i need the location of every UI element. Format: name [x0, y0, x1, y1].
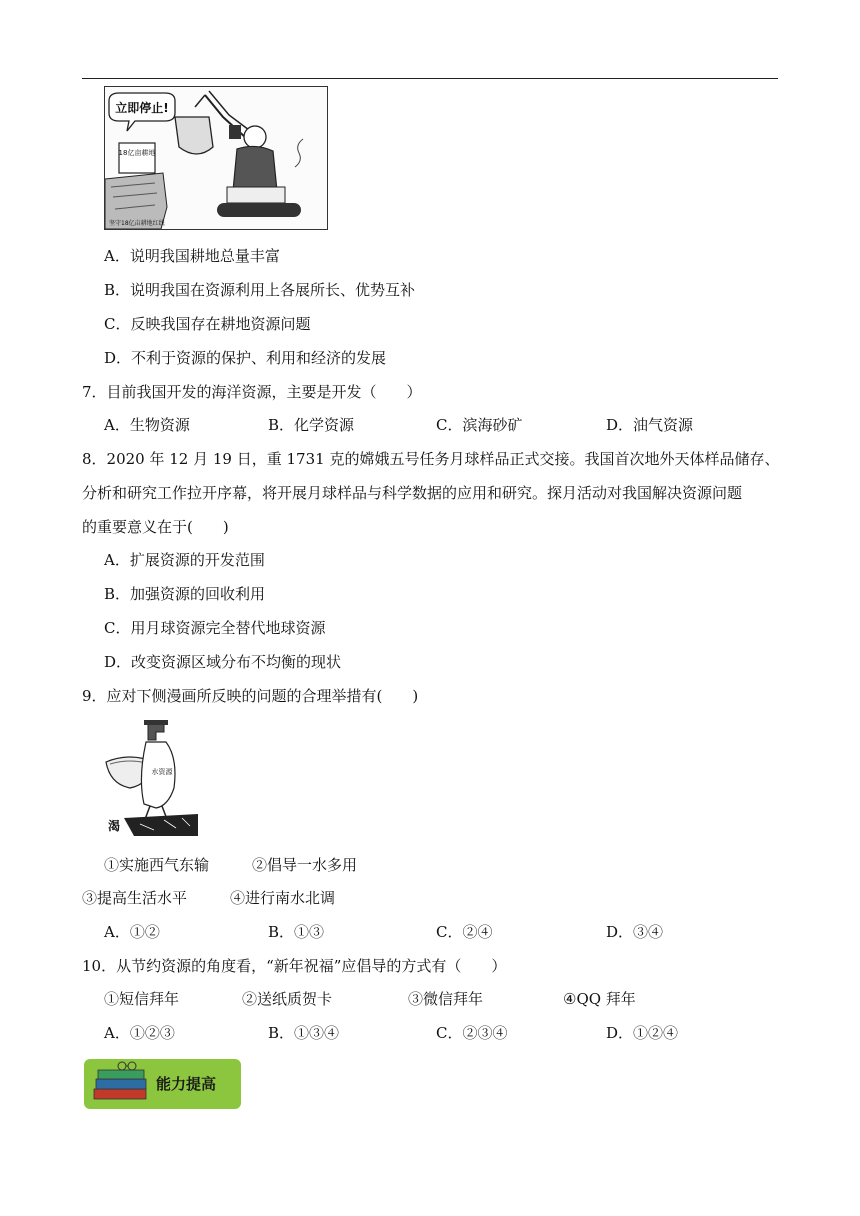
q10-item-3: ③微信拜年: [408, 990, 484, 1008]
books-icon: [86, 1059, 156, 1109]
q10-option-d[interactable]: D．①②④: [606, 1024, 679, 1042]
q8-option-d[interactable]: D．改变资源区域分布不均衡的现状: [104, 653, 342, 671]
q10-item-1: ①短信拜年: [104, 990, 180, 1008]
q8-option-b[interactable]: B．加强资源的回收利用: [104, 585, 266, 603]
q8-stem-line1: 8．2020 年 12 月 19 日，重 1731 克的嫦娥五号任务月球样品正式交接。我国首次地外天体样品储存、: [82, 450, 780, 468]
q10-item-2: ②送纸质贺卡: [242, 990, 333, 1008]
q6-option-a[interactable]: A．说明我国耕地总量丰富: [104, 247, 280, 265]
q6-option-b[interactable]: B．说明我国在资源利用上各展所长、优势互补: [104, 281, 416, 299]
q7-option-c[interactable]: C．滨海砂矿: [436, 416, 523, 434]
q8-option-a[interactable]: A．扩展资源的开发范围: [104, 551, 265, 569]
q6-option-c[interactable]: C．反映我国存在耕地资源问题: [104, 315, 311, 333]
q7-option-a[interactable]: A．生物资源: [104, 416, 190, 434]
q10-option-c[interactable]: C．②③④: [436, 1024, 508, 1042]
cartoon-tag: 水资源: [151, 768, 173, 776]
sign-text: 18亿亩耕地: [118, 149, 156, 157]
q8-stem-line3: 的重要意义在于( ): [82, 518, 229, 536]
q8-stem-line2: 分析和研究工作拉开序幕，将开展月球样品与科学数据的应用和研究。探月活动对我国解决资源问题: [82, 484, 743, 502]
farmland-cartoon: [104, 86, 328, 230]
farmland-cartoon-drawing: [105, 87, 327, 229]
q10-stem: 10．从节约资源的角度看，“新年祝福”应倡导的方式有（ ）: [82, 957, 507, 975]
cartoon-label: 渴: [108, 819, 121, 833]
speech-text: 立即停止!: [115, 101, 169, 115]
q8-option-c[interactable]: C．用月球资源完全替代地球资源: [104, 619, 326, 637]
q7-option-b[interactable]: B．化学资源: [268, 416, 355, 434]
q9-item-3: ③提高生活水平: [82, 889, 188, 907]
section-badge-label: 能力提高: [156, 1075, 217, 1093]
thirst-cartoon-drawing: [104, 718, 198, 836]
q9-item-2: ②倡导一水多用: [252, 856, 358, 874]
q9-option-c[interactable]: C．②④: [436, 923, 493, 941]
q6-option-d[interactable]: D．不利于资源的保护、利用和经济的发展: [104, 349, 387, 367]
q9-item-4: ④进行南水北调: [230, 889, 336, 907]
thirst-cartoon: [104, 718, 198, 836]
q9-option-b[interactable]: B．①③: [268, 923, 325, 941]
q10-option-b[interactable]: B．①③④: [268, 1024, 340, 1042]
q9-item-1: ①实施西气东输: [104, 856, 210, 874]
q10-item-4: ④QQ 拜年: [563, 990, 636, 1008]
q7-stem: 7．目前我国开发的海洋资源，主要是开发（ ）: [82, 383, 422, 401]
q9-option-d[interactable]: D．③④: [606, 923, 664, 941]
header-rule: [82, 78, 778, 79]
q7-option-d[interactable]: D．油气资源: [606, 416, 694, 434]
q10-option-a[interactable]: A．①②③: [104, 1024, 175, 1042]
cartoon-caption: 坚守18亿亩耕地红线: [109, 220, 165, 227]
section-badge: [84, 1059, 241, 1109]
q9-stem: 9．应对下侧漫画所反映的问题的合理举措有( ): [82, 687, 419, 705]
q9-option-a[interactable]: A．①②: [104, 923, 160, 941]
